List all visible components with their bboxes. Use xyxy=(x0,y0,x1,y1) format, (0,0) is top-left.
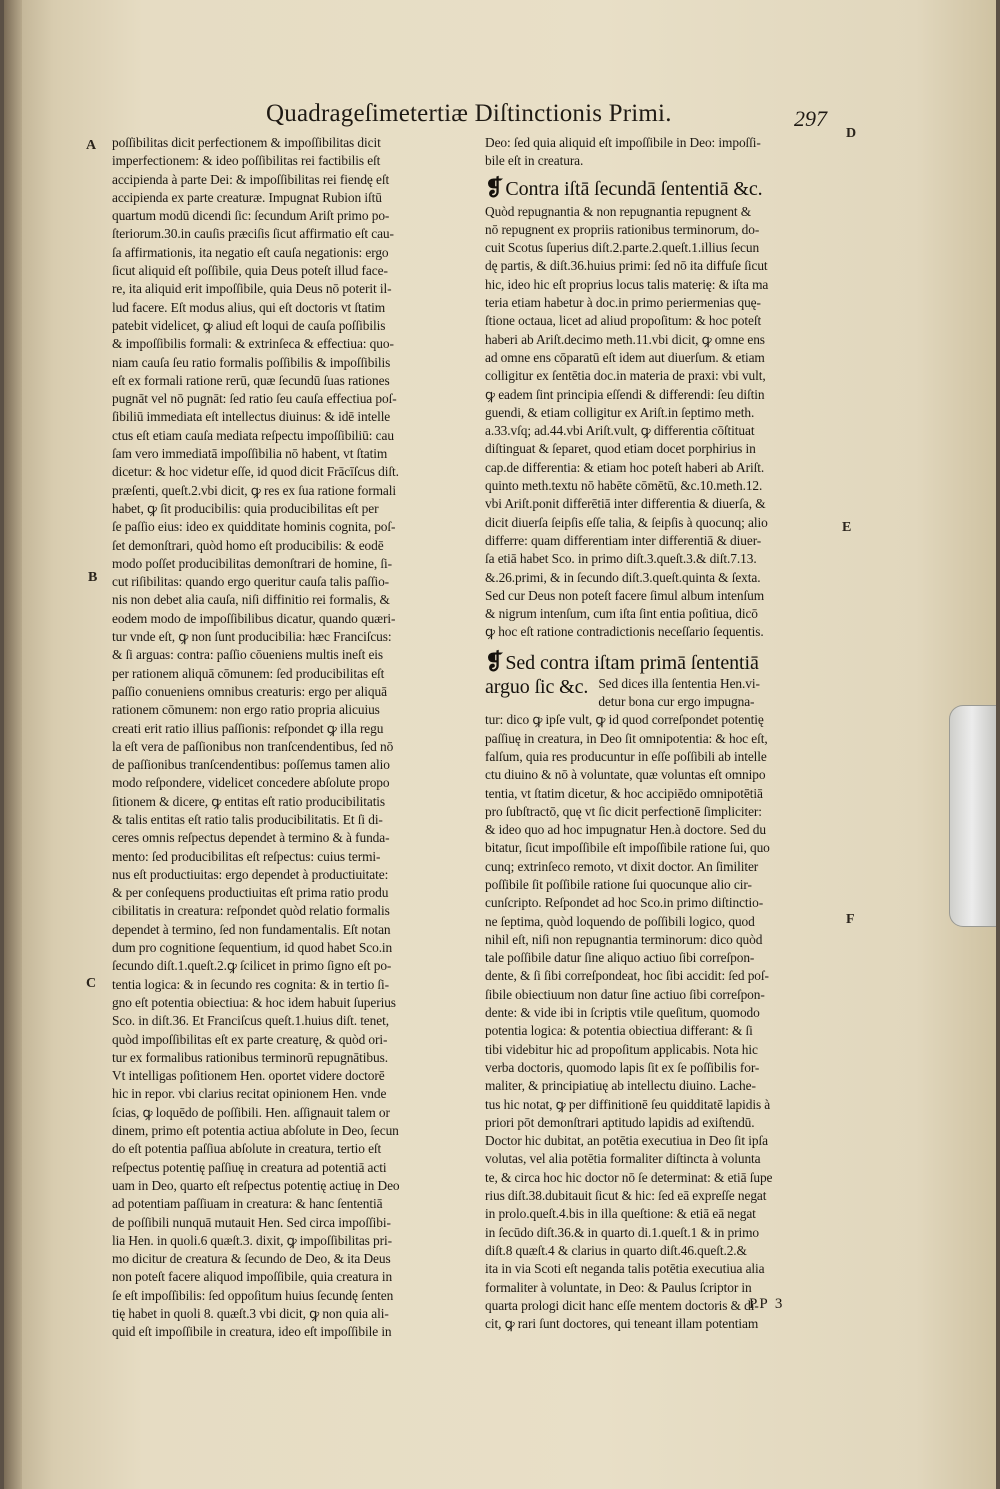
text-line: & talis entitas eſt ratio talis producibilitatis. Et ſi di- xyxy=(112,811,383,827)
text-line: do eſt potentia paſſiua abſolute in creatura, tertio eſt xyxy=(112,1141,382,1157)
text-line: tus hic notat, ꝙ per diffinitionē ſeu quidditatē lapidis à xyxy=(485,1096,771,1112)
text-line: tale poſſibile datur ſine aliquo actiuo ſibi correſpon- xyxy=(485,950,755,966)
text-line: tię habet in quoli 8. quæſt.3 vbi dicit, ꝙ non quia ali- xyxy=(112,1306,389,1321)
section-heading-2-line1: Sed contra iſtam primā ſententiā xyxy=(505,651,759,674)
text-line: ſcias, ꝙ loquēdo de poſſibili. Hen. aſſignauit talem or xyxy=(112,1104,390,1120)
text-line: la eſt vera de paſſionibus non tranſcendentibus, ſed nō xyxy=(112,738,394,754)
text-line: gno eſt potentia obiectiua: & hoc idem habuit ſuperius xyxy=(112,994,396,1010)
right-text-column xyxy=(485,134,843,1333)
text-line: nihil eſt, niſi non repugnantia terminorum: dico quòd xyxy=(485,931,763,947)
paragraph-mark-icon: ❡ xyxy=(485,174,504,200)
section-heading-1-text: Contra iſtā ſecundā ſententiā &c. xyxy=(505,177,763,200)
text-line: dependet à termino, ſed non fundamentalis. Eſt notan xyxy=(112,921,391,937)
text-line: formaliter à voluntate, in Deo: & Paulus ſcriptor in xyxy=(485,1279,752,1295)
margin-letter-a: A xyxy=(86,138,97,153)
text-line: maliter, & principiatiuę ab intellectu diuino. Lache- xyxy=(485,1078,756,1094)
metal-clip xyxy=(949,705,996,927)
text-line: per rationem aliquā cōmunem: ſed producibilitas eſt xyxy=(112,665,385,681)
text-line: paſſio conueniens omnibus creaturis: ergo per aliquā xyxy=(112,683,387,699)
text-line: Vt intelligas poſitionem Hen. oportet videre doctorē xyxy=(112,1068,385,1084)
text-line: in ſecūdo diſt.36.& in quarto di.1.queſt.1 & in primo xyxy=(485,1224,760,1240)
text-line: de poſſibili nunquā mutauit Hen. Sed circa impoſſibi- xyxy=(112,1214,391,1230)
text-line: tur: dico ꝙ ipſe vult, ꝙ id quod correſpondet potentię xyxy=(485,712,764,728)
text-line: cap.de differentia: & etiam hoc poteſt haberi ab Ariſt. xyxy=(485,459,765,475)
text-line: ſicut aliquid eſt poſſibile, quia Deus poteſt illud face- xyxy=(112,263,388,279)
text-line: in prolo.queſt.4.bis in illa queſtione: & etiā eā negat xyxy=(485,1206,756,1222)
text-line: accipienda à parte Dei: & impoſſibilitas rei fiendę eſt xyxy=(112,171,390,187)
text-line: & nigrum intenſum, cum iſta ſint entia poſitiua, dicō xyxy=(485,606,758,622)
text-line: niam cauſa ſeu ratio formalis poſſibilis & impoſſibilis xyxy=(112,354,391,370)
text-line: quarta prologi dicit hanc eſſe mentem doctoris & di- xyxy=(485,1297,759,1313)
text-line: ceres omnis reſpectus dependet à termino & à funda- xyxy=(112,830,390,846)
text-line: teria etiam habetur à doc.in primo periermenias quę- xyxy=(485,295,761,311)
text-line: falſum, quia res producuntur in eſſe poſſibili ab intelle xyxy=(485,748,767,764)
text-line: & ideo quo ad hoc impugnatur Hen.à doctore. Sed du xyxy=(485,822,766,838)
text-line: poſſibile ſit poſſibile ratione ſui quocunque alio cir- xyxy=(485,876,752,892)
text-line: ſam vero immediatā impoſſibilia nō habent, vt ſtatim xyxy=(112,446,388,462)
text-line: quinto meth.textu nō habēte cōmētū, &c.10.meth.12. xyxy=(485,478,763,494)
text-line: ſa etiā habet Sco. in primo diſt.3.queſt.3.& diſt.7.13. xyxy=(485,551,757,567)
text-line: reſpectus potentię paſſiuę in creatura ad potentiā acti xyxy=(112,1159,387,1175)
text-line: dum pro cognitione ſequentium, id quod habet Sco.in xyxy=(112,940,393,956)
text-line: ad potentiam paſſiuam in creatura: & hanc ſententiā xyxy=(112,1196,383,1212)
text-line: ſe eſt impoſſibilis: ſed oppoſitum huius ſecundę ſenten xyxy=(112,1287,394,1303)
text-line: potentia logica: & potentia obiectiua differant: & ſi xyxy=(485,1023,753,1039)
text-line: &.26.primi, & in ſecundo diſt.3.queſt.quinta & ſexta. xyxy=(485,569,761,585)
text-line: Sco. in diſt.36. Et Franciſcus queſt.1.huius diſt. tenet, xyxy=(112,1013,389,1029)
text-line: cunq; extrinſeco remoto, vt dixit doctor. An ſimiliter xyxy=(485,858,759,874)
text-line: cuit Scotus ſuperius diſt.2.parte.2.queſt.1.illius ſecun xyxy=(485,240,760,256)
text-line: mo dicitur de creatura & ſecundo de Deo, & ita Deus xyxy=(112,1251,391,1267)
text-line: haberi ab Ariſt.decimo meth.11.vbi dicit, ꝙ omne ens xyxy=(485,331,765,347)
text-line: pro ſubſtractō, quę vt ſic dicit perfectionē ſimpliciter: xyxy=(485,803,762,819)
paragraph-mark-icon: ❡ xyxy=(485,648,504,674)
text-line: ctu diuino & nō à voluntate, quæ voluntas eſt omnipo xyxy=(485,767,766,783)
text-line: volutas, vel alia potētia formaliter diſtincta à volunta xyxy=(485,1151,761,1167)
text-line: imperfectionem: & ideo poſſibilitas rei factibilis eſt xyxy=(112,153,381,169)
text-line: dinem, primo eſt potentia actiua abſolute in Deo, ſecun xyxy=(112,1123,399,1139)
text-line: dente: & vide ibi in ſcriptis vtile queſitum, quomodo xyxy=(485,1005,760,1021)
text-line: ſa affirmationis, ita negatio eſt cauſa negationis: ergo xyxy=(112,244,389,260)
text-line: dicetur: & hoc videtur eſſe, id quod dicit Frācīſcus diſt. xyxy=(112,464,399,480)
folio-number: 297 xyxy=(794,106,827,131)
text-line: ne ſeptima, quòd loquendo de poſſibili logico, quod xyxy=(485,913,755,929)
text-line: ꝙ hoc eſt ratione contradictionis neceſſario ſequentis. xyxy=(485,624,764,640)
section-heading-2-line2: arguo ſic &c. xyxy=(485,675,589,698)
text-line: non poteſt facere aliquod impoſſibile, quia creatura in xyxy=(112,1269,393,1285)
text-line: tur vnde eſt, ꝙ non ſunt producibilia: hæc Franciſcus: xyxy=(112,629,392,645)
text-line: & impoſſibilis formali: & extrinſeca & effectiua: quo- xyxy=(112,336,394,352)
text-line: eodem modo de impoſſibilibus dicatur, quando quæri- xyxy=(112,610,396,626)
text-line: dicit diuerſa ſeipſis eſſe talia, & ſeipſis à quocunq; alio xyxy=(485,514,768,530)
section-heading-2 xyxy=(485,650,843,675)
text-line: ſitionem & dicere, ꝙ entitas eſt ratio producibilitatis xyxy=(112,793,386,809)
text-line: cut riſibilitas: quando ergo queritur cauſa talis paſſio- xyxy=(112,574,390,590)
text-line: a.33.vſq; ad.44.vbi Ariſt.vult, ꝙ differentia cōſtituat xyxy=(485,423,755,439)
text-line: de paſſionibus tranſcendentibus: poſſemus tamen alio xyxy=(112,757,390,773)
text-line: Deo: ſed quia aliquid eſt impoſſibile in Deo: impoſſi- xyxy=(485,135,761,150)
text-line: ctus eſt etiam cauſa mediata reſpectu impoſſibiliū: cau xyxy=(112,427,394,443)
text-line: vbi Ariſt.ponit differētiā inter differentia & diuerſa, & xyxy=(485,496,766,512)
text-line: rationem cōmunem: non ergo ratio propria alicuius xyxy=(112,702,380,718)
text-line: ſibile obiectiuum non datur ſine actiuo ſibi correſpon- xyxy=(485,986,765,1002)
text-line: ita in via Scoti eſt neganda talis potētia executiua alia xyxy=(485,1261,765,1277)
text-line: modo reſpondere, videlicet concedere abſolute propo xyxy=(112,775,390,791)
right-column-top-lines xyxy=(485,134,843,171)
text-line: mento: ſed producibilitas eſt reſpectus: cuius termi- xyxy=(112,848,381,864)
text-line: nō repugnent ex propriis rationibus terminorum, do- xyxy=(485,221,760,237)
text-line: ſet demonſtrari, quòd homo eſt producibilis: & eodē xyxy=(112,537,384,553)
text-line: uam in Deo, quarto eſt reſpectus potentię actiuę in Deo xyxy=(112,1177,400,1193)
text-line: patebit videlicet, ꝙ aliud eſt loqui de cauſa poſſibilis xyxy=(112,317,386,333)
text-line: nis non debet alia cauſa, niſi diffinitio rei formalis, & xyxy=(112,592,390,608)
text-line: modo poſſet producibilitas demonſtrari de homine, ſi- xyxy=(112,555,392,571)
text-line: quartum modū dicendi ſic: ſecundum Ariſt primo po- xyxy=(112,208,390,224)
text-line: dente, & ſi ſibi correſpondeat, hoc ſibi accidit: ſed poſ- xyxy=(485,968,769,984)
text-line: ad omne ens cōparatū eſt idem aut diuerſum. & etiam xyxy=(485,349,765,365)
text-line: cit, ꝙ rari ſunt doctores, qui teneant illam potentiam xyxy=(485,1316,759,1332)
book-page xyxy=(4,0,996,1489)
text-line: rius diſt.38.dubitauit ſicut & hic: ſed eā expreſſe negat xyxy=(485,1188,767,1204)
running-head: Quadrageſimetertiæ Diſtinctionis Primi. xyxy=(266,100,672,127)
left-text-column xyxy=(112,134,467,1342)
section-heading-2-row xyxy=(485,675,843,712)
text-line: tentia logica: & in ſecundo res cognita: & in tertio ſi- xyxy=(112,976,390,992)
text-line: nus eſt productiuitas: ergo dependet à productiuitate: xyxy=(112,866,389,882)
text-line: quid eſt impoſſibile in creatura, ideo eſt impoſſibile in xyxy=(112,1324,392,1340)
text-line: tentia, vt ſtatim dicetur, & hoc accipiēdo omnipotētiā xyxy=(485,785,763,801)
text-line: hic in repor. vbi clarius recitat opinionem Hen. vnde xyxy=(112,1086,387,1102)
text-line: Sed dices illa ſententia Hen.vi- xyxy=(598,675,760,691)
text-line: Doctor hic dubitat, an potētia executiua in Deo ſit ipſa xyxy=(485,1133,768,1149)
text-line: lud facere. Eſt modus alius, qui eſt doctoris vt ſtatim xyxy=(112,299,386,315)
text-line: priori pōt demonſtrari aptitudo lapidis ad exiſtendū. xyxy=(485,1114,755,1130)
text-line: ꝙ eadem ſint principia eſſendi & differendi: ſeu diſtin xyxy=(485,386,765,402)
text-line: differre: quam differentiam inter differentiā & diuer- xyxy=(485,532,762,548)
text-line: paſſiuę in creatura, in Deo ſit omnipotentia: & hoc eſt, xyxy=(485,730,768,746)
text-line: poſſibilitas dicit perfectionem & impoſſibilitas dicit xyxy=(112,135,381,150)
text-line: colligitur ex ſentētia doc.in materia de praxi: vbi vult, xyxy=(485,368,766,384)
signature-mark: PP 3 xyxy=(749,1296,785,1312)
text-line: creati erit ratio illius paſſionis: reſpondet ꝙ illa regu xyxy=(112,720,384,736)
right-column-bottom-lines xyxy=(485,711,843,1333)
text-line: te, & circa hoc hic doctor nō ſe determinat: & etiā ſupe xyxy=(485,1169,773,1185)
text-line: diſt.8 quæſt.4 & clarius in quarto diſt.46.queſt.2.& xyxy=(485,1242,747,1258)
text-line: Quòd repugnantia & non repugnantia repugnent & xyxy=(485,203,752,219)
margin-letter-f: F xyxy=(846,912,855,927)
right-column-middle-lines xyxy=(485,203,843,642)
text-line: bitatur, ſicut impoſſibile eſt impoſſibile ratione ſui, quo xyxy=(485,840,770,856)
text-line: quòd impoſſibilitas eſt ex parte creaturę, & quòd ori- xyxy=(112,1031,388,1047)
text-line: ſe paſſio eius: ideo ex quidditate hominis cognita, poſ- xyxy=(112,519,396,535)
margin-letter-d: D xyxy=(846,126,857,141)
text-line: habet, ꝙ ſit producibilis: quia producibilitas eſt per xyxy=(112,500,379,516)
margin-letter-c: C xyxy=(86,976,97,991)
text-line: hic, ideo hic eſt proprius locus talis materię: & iſta ma xyxy=(485,276,769,292)
text-line: pugnāt vel nō pugnāt: ſed ratio ſeu cauſa effectiua poſ- xyxy=(112,391,397,407)
text-line: ſibiliū immediata eſt intellectus diuinus: & idē intelle xyxy=(112,409,391,425)
text-line: tibi videbitur hic ad propoſitum applicabis. Nota hic xyxy=(485,1041,758,1057)
text-line: præſenti, queſt.2.vbi dicit, ꝙ res ex ſua ratione formali xyxy=(112,482,396,498)
text-line: eſt ex formali ratione rerū, quæ ſecundū ſuas rationes xyxy=(112,372,390,388)
text-line: ſecundo diſt.1.queſt.2.ꝙ ſcilicet in primo ſigno eſt po- xyxy=(112,958,392,974)
text-line: diſtinguat & ſeparet, quod etiam docet porphirius in xyxy=(485,441,756,457)
text-line: ſteriorum.30.in cauſis præciſis ſicut affirmatio eſt cau- xyxy=(112,226,394,242)
text-line: cibilitatis in creatura: reſpondet quòd relatio formalis xyxy=(112,903,390,919)
section-heading-1 xyxy=(485,176,843,201)
text-line: ſtione octaua, licet ad aliud propoſitum: & hoc poteſt xyxy=(485,313,762,329)
margin-letter-e: E xyxy=(842,520,852,535)
text-line: cunſcripto. Reſpondet ad hoc Sco.in primo diſtinctio- xyxy=(485,895,764,911)
margin-letter-b: B xyxy=(88,570,98,585)
text-line: accipienda ex parte creaturæ. Impugnat Rubion iſtū xyxy=(112,189,382,205)
text-line: verba doctoris, quomodo lapis ſit ex ſe poſſibilis for- xyxy=(485,1059,760,1075)
text-line: Sed cur Deus non poteſt facere ſimul album intenſum xyxy=(485,587,765,603)
text-line: & per conſequens productiuitas eſt prima ratio produ xyxy=(112,885,389,901)
text-line: bile eſt in creatura. xyxy=(485,153,584,169)
binding-gutter xyxy=(4,0,22,1489)
section-heading-2-side-text xyxy=(598,675,760,712)
text-line: re, ita aliquid erit impoſſibile, quia Deus nō poterit il- xyxy=(112,281,392,297)
text-line: dę partis, & diſt.36.huius primi: ſed nō ita diffuſe ſicut xyxy=(485,258,768,274)
text-line: guendi, & etiam colligitur ex Ariſt.in ſeptimo meth. xyxy=(485,404,755,420)
text-line: detur bona cur ergo impugna- xyxy=(598,694,755,710)
text-line: lia Hen. in quoli.6 quæſt.3. dixit, ꝙ impoſſibilitas pri- xyxy=(112,1232,392,1248)
text-line: tur ex formalibus rationibus terminorū repugnātibus. xyxy=(112,1049,388,1065)
text-line: & ſi arguas: contra: paſſio cōueniens multis ineſt eis xyxy=(112,647,384,663)
